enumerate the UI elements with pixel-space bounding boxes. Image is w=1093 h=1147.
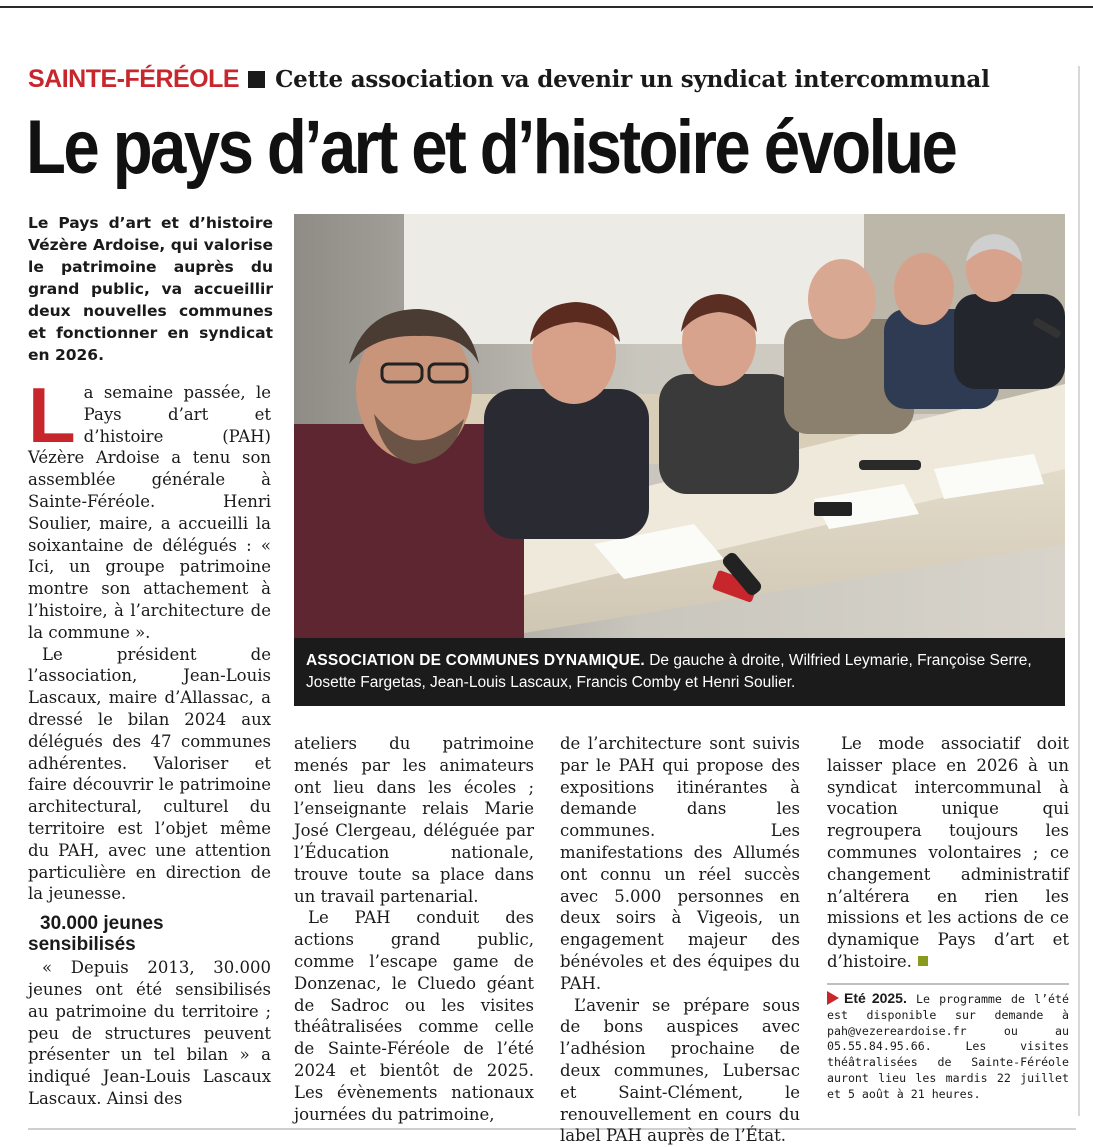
kicker-text: Cette association va devenir un syndicat intercommunal (275, 65, 990, 93)
photo-caption (294, 638, 1065, 706)
paragraph-4: ateliers du patrimoine menés par les animateurs ont lieu dans les écoles ; l’enseignante relais Marie José Clergeau, déléguée par l’Éducation nationale, trouve toute sa place dans un travail partenarial. (294, 734, 534, 906)
paragraph-6: de l’architecture sont suivis par le PAH qui propose des expositions itinérantes à demande dans les communes. Les manifestations des Allumés ont connu un réel succès avec 5.000 personnes en deux soirs à Vigeois, un engagement majeur des bénévoles et des équipes du PAH. (560, 734, 800, 993)
info-box-text: Le programme de l’été est disponible sur demande à pah@vezereardoise.fr ou au 05.55.84.95.66. Les visites théâtralisées de Sainte-Féréole auront lieu les mardis 22 juillet et 5 août à 21 heures. (827, 992, 1069, 1101)
column-3 (560, 733, 800, 1147)
arrow-right-icon (827, 991, 839, 1005)
meeting-photo (294, 214, 1065, 638)
subheading: 30.000 jeunes sensibilisés (28, 913, 164, 956)
caption-lead: ASSOCIATION DE COMMUNES DYNAMIQUE. (306, 652, 645, 669)
info-box-body (827, 991, 1069, 1103)
location-label: SAINTE-FÉRÉOLE (28, 64, 240, 93)
paragraph-3: « Depuis 2013, 30.000 jeunes ont été sensibilisés au patrimoine du territoire ; peu de structures peuvent présenter un tel bilan » a indiqué Jean-Louis Lascaux Lascaux. Ainsi des (28, 958, 271, 1108)
info-box-rule (827, 983, 1069, 985)
kicker (28, 62, 990, 96)
column-1 (28, 371, 271, 1110)
end-mark-icon (918, 956, 928, 966)
info-box-title: Eté 2025. (844, 990, 907, 1006)
paragraph-8-text: Le mode associatif doit laisser place en 2026 à un syndicat intercommunal à vocation unique qui regroupera toujours les communes volontaires ; ce changement administratif n’altérera en rien les missions et les actions de ce dynamique Pays d’art et d’histoire. (827, 734, 1069, 971)
lede: Le Pays d’art et d’histoire Vézère Ardoise, qui valorise le patrimoine auprès du grand public, va accueillir deux nouvelles communes et fonctionner en syndicat en 2026. (28, 214, 273, 364)
caption-text: De gauche à droite, Wilfried Leymarie, Françoise Serre, Josette Fargetas, Jean-Louis Lascaux, Francis Comby et Henri Soulier. (306, 652, 1032, 691)
right-column-rule (1078, 66, 1080, 1116)
paragraph-7: L’avenir se prépare sous de bons auspices avec l’adhésion prochaine de deux communes, Lubersac et Saint-Clément, le renouvellement en cours du label PAH auprès de l’État. (560, 995, 800, 1146)
square-bullet-icon (248, 71, 265, 88)
paragraph-1 (28, 371, 271, 644)
meeting-photo-illustration (294, 214, 1065, 638)
headline: Le pays d’art et d’histoire évolue (26, 105, 956, 190)
paragraph-1-text: a semaine passée, le Pays d’art et d’histoire (PAH) Vézère Ardoise a tenu son assemblée générale à Sainte-Féréole. Henri Soulier, maire, a accueilli la soixantaine de délégués : « Ici, un groupe patrimoine montre son attachement à l’histoire, à l’architecture de la commune ». (28, 383, 271, 642)
drop-cap: L (28, 371, 76, 459)
paragraph-2: Le président de l’association, Jean-Louis Lascaux, maire d’Allassac, a dressé le bilan 2024 aux délégués des 47 communes adhérentes. Valoriser et faire découvrir le patrimoine architectural, culturel du territoire est l’objet même du PAH, avec une attention particulière en direction de la jeunesse. (28, 644, 271, 904)
paragraph-5: Le PAH conduit des actions grand public, comme l’escape game de Donzenac, le Cluedo géant de Sadroc ou les visites théâtralisées comme celle de Sainte-Féréole de l’été 2024 et bientôt de 2025. Les évènements nationaux journées du patrimoine, (294, 908, 534, 1124)
paragraph-8 (827, 733, 1069, 973)
top-rule (0, 6, 1093, 8)
info-box (827, 983, 1069, 1103)
bottom-rule (28, 1128, 1076, 1130)
column-2 (294, 733, 534, 1125)
column-4 (827, 733, 1069, 973)
